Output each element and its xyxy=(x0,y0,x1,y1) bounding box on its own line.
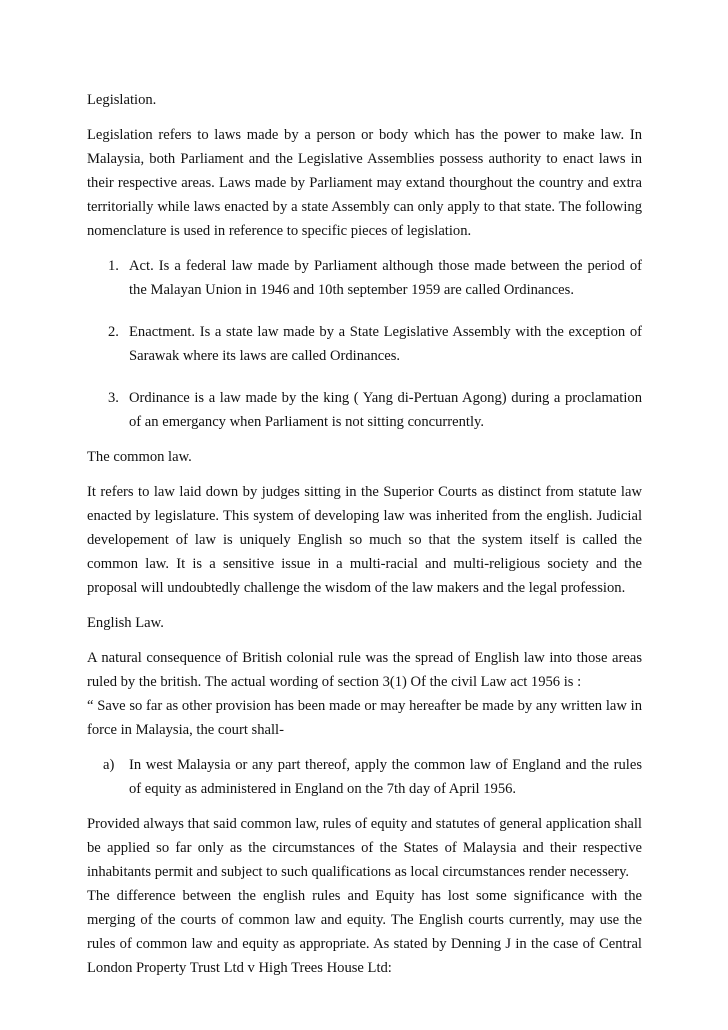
english-law-heading: English Law. xyxy=(87,615,164,631)
list-item xyxy=(87,753,642,801)
common-law-body: It refers to law laid down by judges sitting in the Superior Courts as distinct from statute law enacted by legislature. This system of developing law was inherited from the english. Judicial developement of law is uniquely English so much so that the system itself is called the common law. It is a sensitive issue in a multi-racial and multi-religious society and the proposal will undoubtedly challenge the wisdom of the law makers and the legal profession. xyxy=(87,484,642,596)
legislation-heading: Legislation. xyxy=(87,92,157,108)
common-law-heading: The common law. xyxy=(87,449,192,465)
list-marker: a) xyxy=(103,757,115,773)
list-item xyxy=(87,254,642,302)
list-item xyxy=(87,320,642,368)
english-law-quote: “ Save so far as other provision has been made or may hereafter be made by any written law in force in Malaysia, the court shall- xyxy=(87,698,642,738)
list-item-text: Act. Is a federal law made by Parliament although those made between the period of the Malayan Union in 1946 and 10th september 1959 are called Ordinances. xyxy=(129,258,642,298)
list-marker: 3. xyxy=(108,390,119,406)
document-page xyxy=(87,88,642,991)
list-marker: 2. xyxy=(108,324,119,340)
english-law-difference: The difference between the english rules and Equity has lost some significance with the merging of the courts of common law and equity. The English courts currently, may use the rules of common law and equity as appropriate. As stated by Denning J in the case of Central London Property Trust Ltd v High Trees House Ltd: xyxy=(87,888,642,976)
list-item-text: In west Malaysia or any part thereof, apply the common law of England and the rules of equity as administered in England on the 7th day of April 1956. xyxy=(129,757,642,797)
list-item-text: Enactment. Is a state law made by a State Legislative Assembly with the exception of Sarawak where its laws are called Ordinances. xyxy=(129,324,642,364)
english-law-intro: A natural consequence of British colonial rule was the spread of English law into those areas ruled by the british. The actual wording of section 3(1) Of the civil Law act 1956 is : xyxy=(87,650,642,690)
english-law-sublist xyxy=(87,753,642,801)
legislation-list xyxy=(87,254,642,434)
list-item xyxy=(87,386,642,434)
legislation-intro: Legislation refers to laws made by a person or body which has the power to make law. In Malaysia, both Parliament and the Legislative Assemblies possess authority to enact laws in their respective areas. Laws made by Parliament may extand thourghout the country and extra territorially while laws enacted by a state Assembly can only apply to that state. The following nomenclature is used in reference to specific pieces of legislation. xyxy=(87,127,642,239)
english-law-proviso: Provided always that said common law, rules of equity and statutes of general application shall be applied so far only as the circumstances of the States of Malaysia and their respective inhabitants permit and subject to such qualifications as local circumstances render necessery. xyxy=(87,816,642,880)
list-item-text: Ordinance is a law made by the king ( Yang di-Pertuan Agong) during a proclamation of an emergancy when Parliament is not sitting concurrently. xyxy=(129,390,642,430)
list-marker: 1. xyxy=(108,258,119,274)
